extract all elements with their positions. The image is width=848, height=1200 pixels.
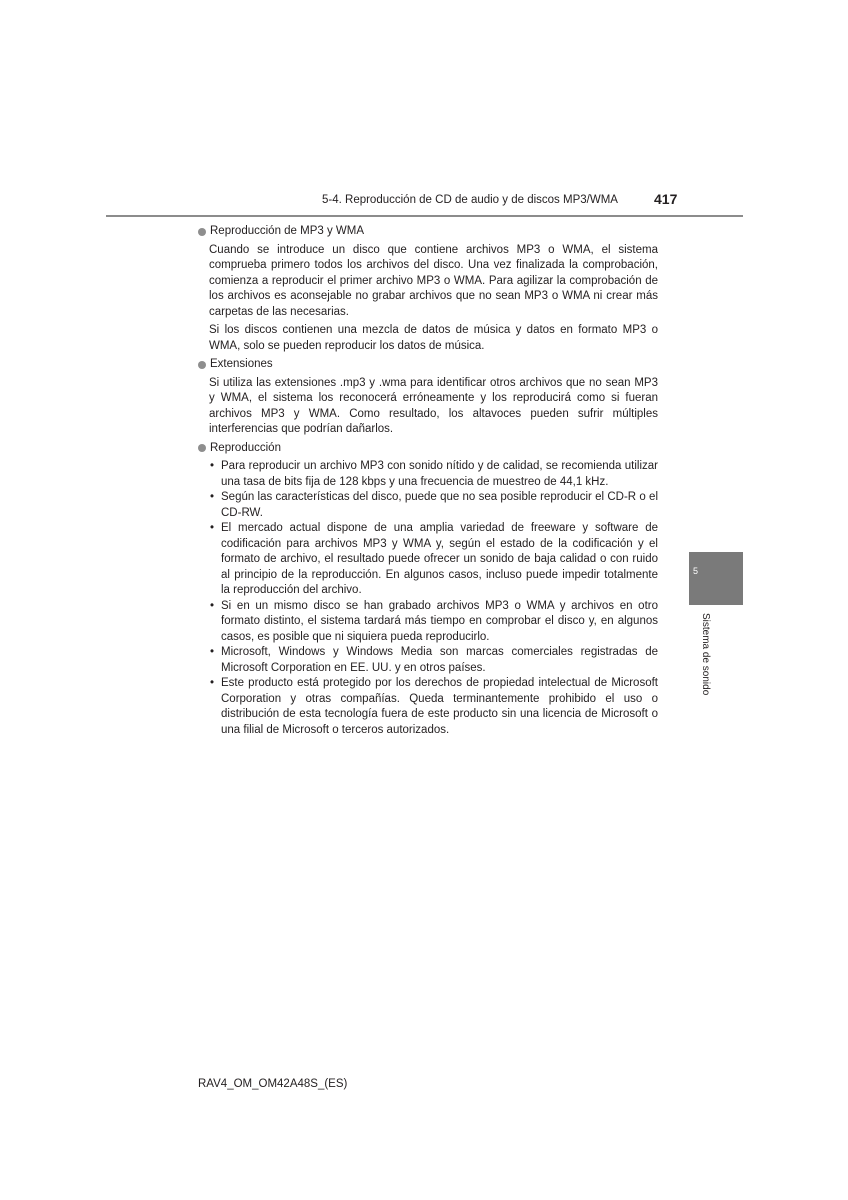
list-item-text: Si en un mismo disco se han grabado archivos MP3 o WMA y archivos en otro formato distinto, el sistema tardará más tiempo en comprobar el disco y, en algunos casos, es posible que ni siquiera pueda reproducirlo. <box>221 599 658 643</box>
section-heading-text: Extensiones <box>210 358 273 370</box>
section-reproduccion <box>198 441 658 739</box>
section-heading <box>198 441 658 457</box>
list-bullet-icon: • <box>210 599 215 612</box>
list-item-text: Para reproducir un archivo MP3 con sonido nítido y de calidad, se recomienda utilizar una tasa de bits fija de 128 kbps y una frecuencia de muestreo de 44,1 kHz. <box>221 460 658 488</box>
page-number: 417 <box>654 191 678 207</box>
list-bullet-icon: • <box>210 677 215 689</box>
section-heading-text: Reproducción <box>210 441 281 454</box>
section-heading <box>198 357 658 373</box>
header-section-title: 5-4. Reproducción de CD de audio y de discos MP3/WMA <box>322 194 618 206</box>
list-item-text: Este producto está protegido por los derechos de propiedad intelectual de Microsoft Corporation y otras compañías. Queda terminantemente prohibido el uso o distribución de esta tecnología fuera de este producto sin una licencia de Microsoft o una filial de Microsoft o terceros autorizados. <box>221 677 658 736</box>
bullet-list <box>209 459 658 738</box>
section-heading-text: Reproducción de MP3 y WMA <box>210 225 365 237</box>
list-item <box>209 490 658 521</box>
list-item <box>209 599 658 646</box>
list-bullet-icon: • <box>210 491 215 503</box>
bullet-dot-icon <box>198 228 206 236</box>
bullet-dot-icon <box>198 361 206 369</box>
chapter-tab-number: 5 <box>693 566 699 576</box>
paragraph: Cuando se introduce un disco que contiene archivos MP3 o WMA, el sistema comprueba primero todos los archivos del disco. Una vez finalizada la comprobación, comienza a reproducir el primer archivo MP3 o WMA. Para agilizar la comprobación de los archivos es aconsejable no grabar archivos que no sean MP3 o WMA ni crear más carpetas de las necesarias. <box>209 243 658 318</box>
list-item <box>209 645 658 676</box>
chapter-tab <box>689 552 743 605</box>
list-item-text: El mercado actual dispone de una amplia variedad de freeware y software de codificación para archivos MP3 y WMA y, según el estado de la codificación y el formato de archivo, el resultado puede ofrecer un sonido de baja calidad o con ruido al principio de la reproducción. En algunos casos, incluso puede impedir totalmente la reproducción del archivo. <box>221 522 658 596</box>
header-rule <box>106 215 743 217</box>
section-mp3-wma <box>198 224 658 354</box>
paragraph: Si los discos contienen una mezcla de datos de música y datos en formato MP3 o WMA, solo se pueden reproducir los datos de música. <box>209 324 658 352</box>
list-item-text: Según las características del disco, puede que no sea posible reproducir el CD-R o el CD-RW. <box>221 491 658 519</box>
section-heading <box>198 224 658 240</box>
list-item <box>209 676 658 738</box>
list-bullet-icon: • <box>210 646 215 658</box>
footer-code: RAV4_OM_OM42A48S_(ES) <box>198 1078 348 1090</box>
main-content <box>198 224 658 738</box>
paragraph: Si utiliza las extensiones .mp3 y .wma para identificar otros archivos que no sean MP3 y WMA, el sistema los reconocerá erróneamente y los reproducirá como si fueran archivos MP3 y WMA. Como resultado, los altavoces pueden sufrir múltiples interferencias que podrían dañarlos. <box>209 376 658 435</box>
list-bullet-icon: • <box>210 460 215 472</box>
list-bullet-icon: • <box>210 522 215 534</box>
chapter-side-label: Sistema de sonido <box>700 613 711 696</box>
list-item <box>209 459 658 490</box>
section-extensiones <box>198 357 658 438</box>
bullet-dot-icon <box>198 444 206 452</box>
list-item <box>209 521 658 599</box>
list-item-text: Microsoft, Windows y Windows Media son marcas comerciales registradas de Microsoft Corporation en EE. UU. y en otros países. <box>221 646 658 674</box>
